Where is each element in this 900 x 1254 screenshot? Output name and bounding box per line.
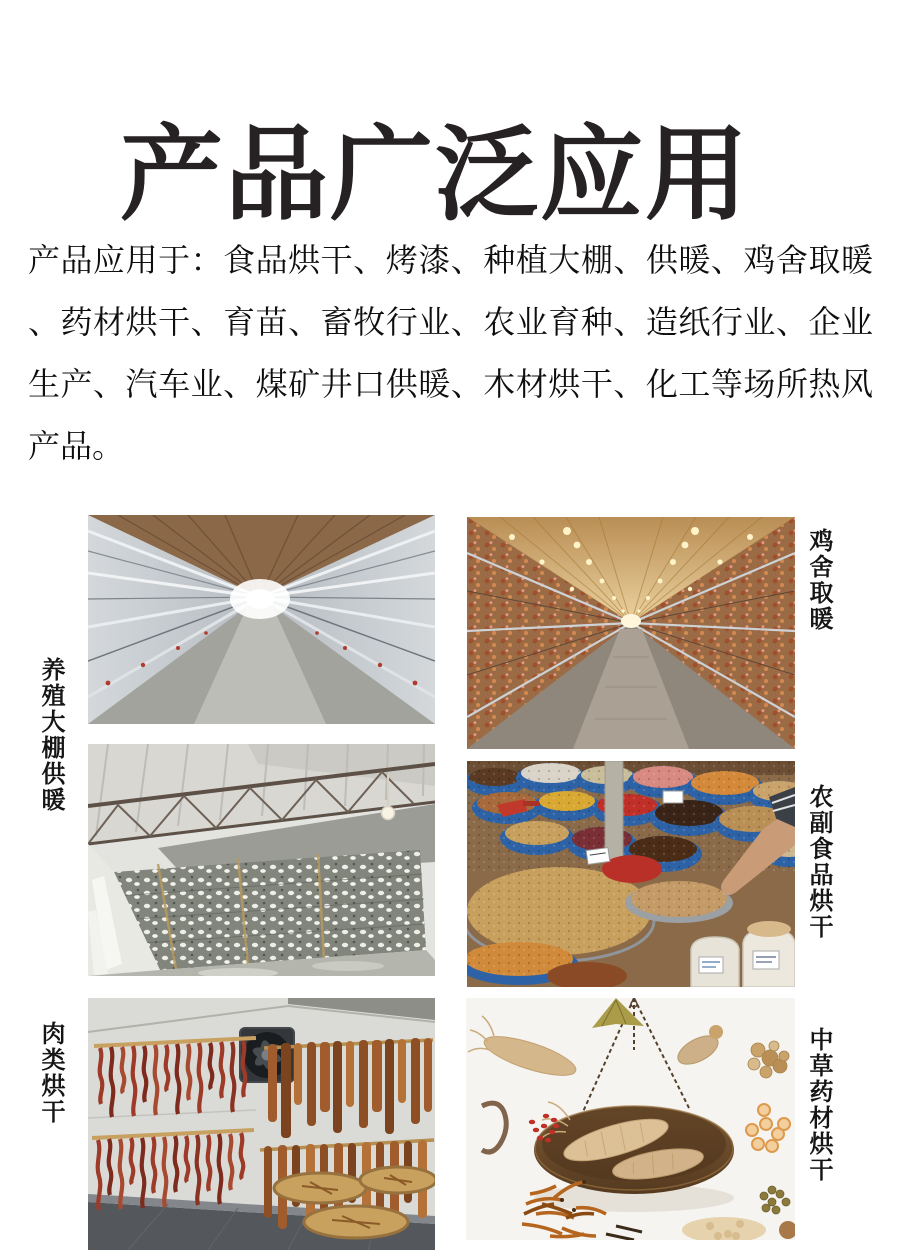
caption-breeding-shed-heating: 养殖大棚供暖 [37, 657, 64, 813]
intro-paragraph [28, 229, 873, 477]
dried-food-market-illustration [467, 761, 795, 987]
intro-line: 产品。 [28, 428, 125, 464]
page-title: 产品广泛应用 [120, 117, 750, 232]
caption-meat-drying: 肉类烘干 [37, 1021, 64, 1125]
chicken-house-illustration [467, 517, 795, 749]
intro-line: 、药材烘干、育苗、畜牧行业、农业育种、造纸行业、企业 [28, 304, 873, 340]
herbal-medicine-illustration [466, 998, 795, 1240]
breeding-shed-photo [88, 744, 435, 976]
meat-drying-illustration [88, 998, 435, 1250]
caption-agri-food-drying: 农副食品烘干 [805, 784, 832, 940]
chicken-house-photo [467, 517, 795, 749]
caption-chicken-house-heating: 鸡舍取暖 [805, 528, 832, 632]
breeding-shed-illustration [88, 744, 435, 976]
dried-food-market-photo [467, 761, 795, 987]
cage-house-photo [88, 515, 435, 724]
herbal-medicine-photo [466, 998, 795, 1240]
intro-line: 生产、汽车业、煤矿井口供暖、木材烘干、化工等场所热风 [28, 366, 873, 402]
intro-line: 产品应用于：食品烘干、烤漆、种植大棚、供暖、鸡舍取暖 [28, 242, 873, 278]
caption-herb-drying: 中草药材烘干 [805, 1027, 832, 1183]
meat-drying-photo [88, 998, 435, 1250]
cage-house-illustration [88, 515, 435, 724]
